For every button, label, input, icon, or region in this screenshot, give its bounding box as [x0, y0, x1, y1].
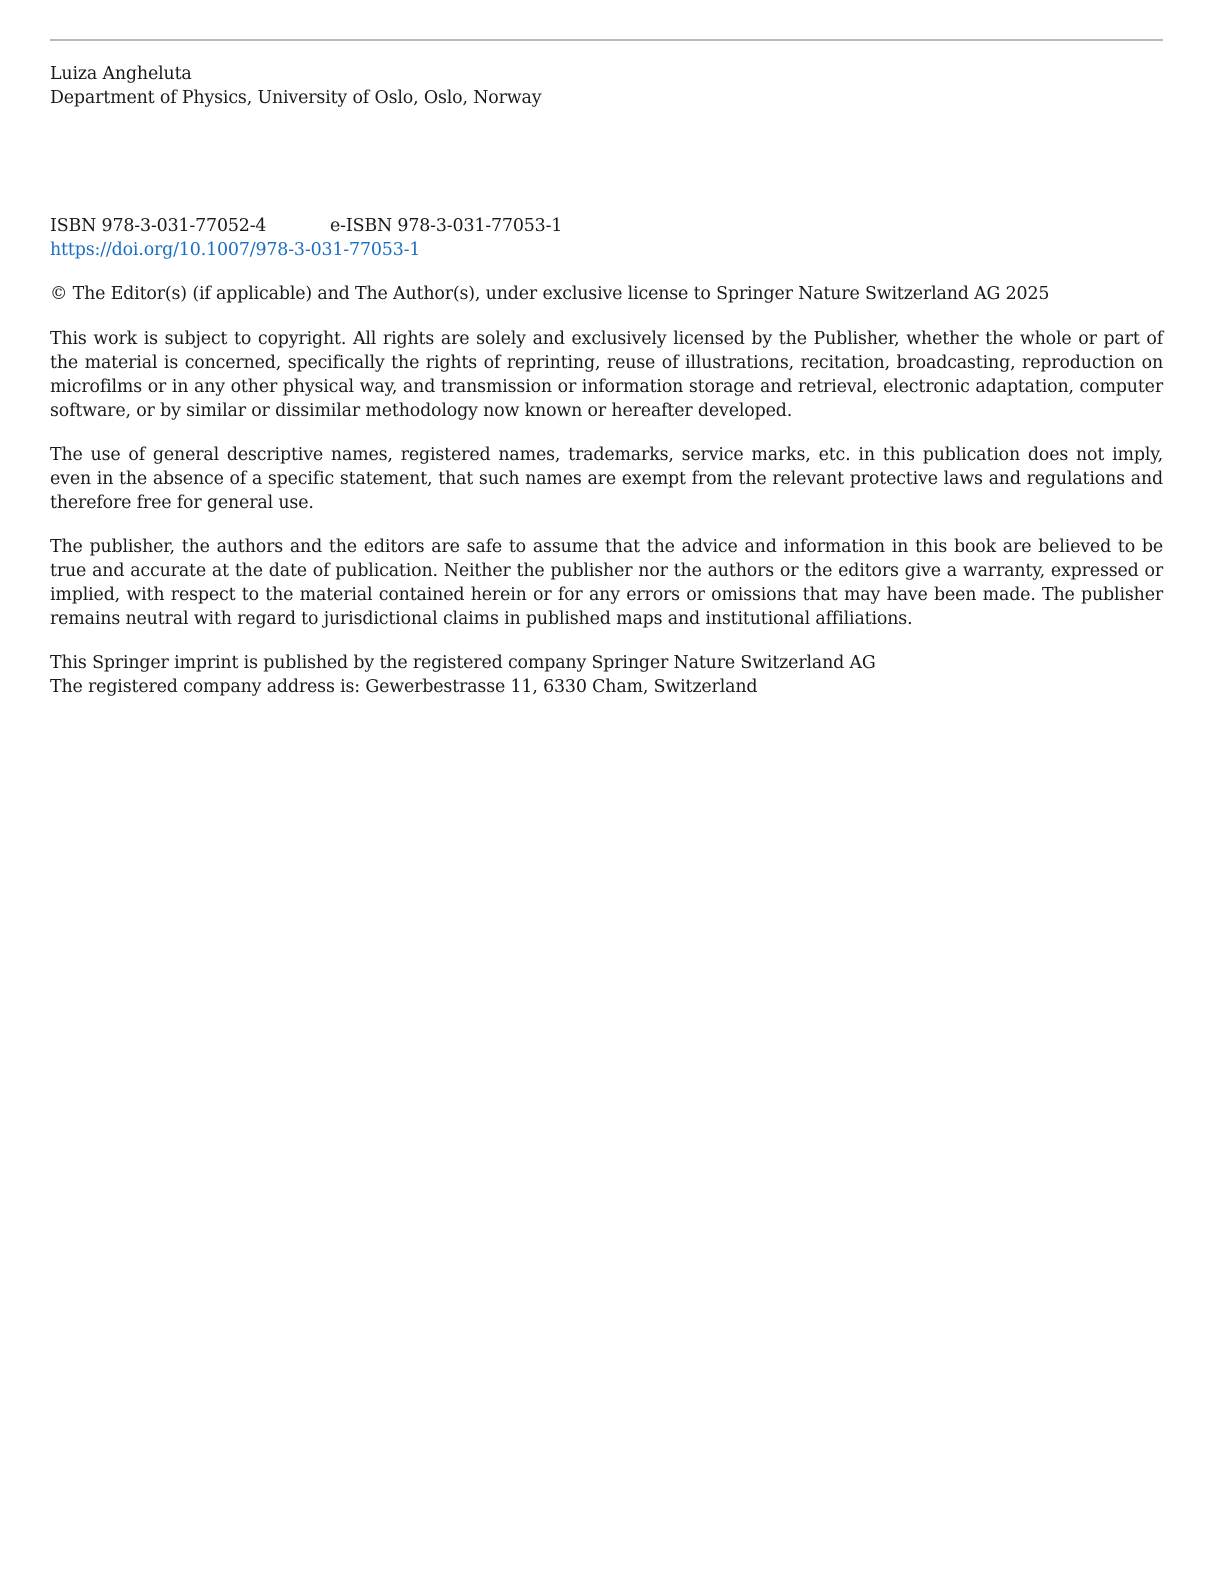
- isbn-block: [50, 214, 1163, 262]
- copyright-paragraph: This work is subject to copyright. All rights are solely and exclusively licensed by the Publisher, whether the whole or part of the material is concerned, specifically the rights of reprinting, reuse of illustrations, recitation, broadcasting, reproduction on microfilms or in any other physical way, and transmission or information storage and retrieval, electronic adaptation, computer software, or by similar or dissimilar methodology now known or hereafter developed.: [50, 329, 1163, 421]
- electronic-isbn: e-ISBN 978-3-031-77053-1: [330, 216, 563, 236]
- imprint-publisher-line: This Springer imprint is published by the registered company Springer Nature Switzerland AG: [50, 653, 876, 673]
- print-isbn: ISBN 978-3-031-77052-4: [50, 216, 267, 236]
- author-block: [50, 62, 1163, 110]
- author-affiliation: Department of Physics, University of Oslo, Oslo, Norway: [50, 88, 542, 108]
- imprint-block: [50, 651, 1163, 699]
- doi-line: [50, 238, 1163, 262]
- copyright-notice: © The Editor(s) (if applicable) and The Author(s), under exclusive license to Springer Nature Switzerland AG 2025: [50, 284, 1050, 304]
- doi-link[interactable]: https://doi.org/10.1007/978-3-031-77053-1: [50, 240, 421, 260]
- top-rule-divider: [50, 39, 1163, 41]
- isbn-row: [50, 214, 1163, 238]
- disclaimer-paragraph: The publisher, the authors and the editors are safe to assume that the advice and information in this book are believed to be true and accurate at the date of publication. Neither the publisher nor the authors or the editors give a warranty, expressed or implied, with respect to the material contained herein or for any errors or omissions that may have been made. The publisher remains neutral with regard to jurisdictional claims in published maps and institutional affiliations.: [50, 537, 1163, 629]
- author-name: Luiza Angheluta: [50, 64, 192, 84]
- imprint-address-line: The registered company address is: Gewerbestrasse 11, 6330 Cham, Switzerland: [50, 677, 758, 697]
- trademark-paragraph: The use of general descriptive names, registered names, trademarks, service marks, etc. in this publication does not imply, even in the absence of a specific statement, that such names are exempt from the relevant protective laws and regulations and therefore free for general use.: [50, 445, 1163, 513]
